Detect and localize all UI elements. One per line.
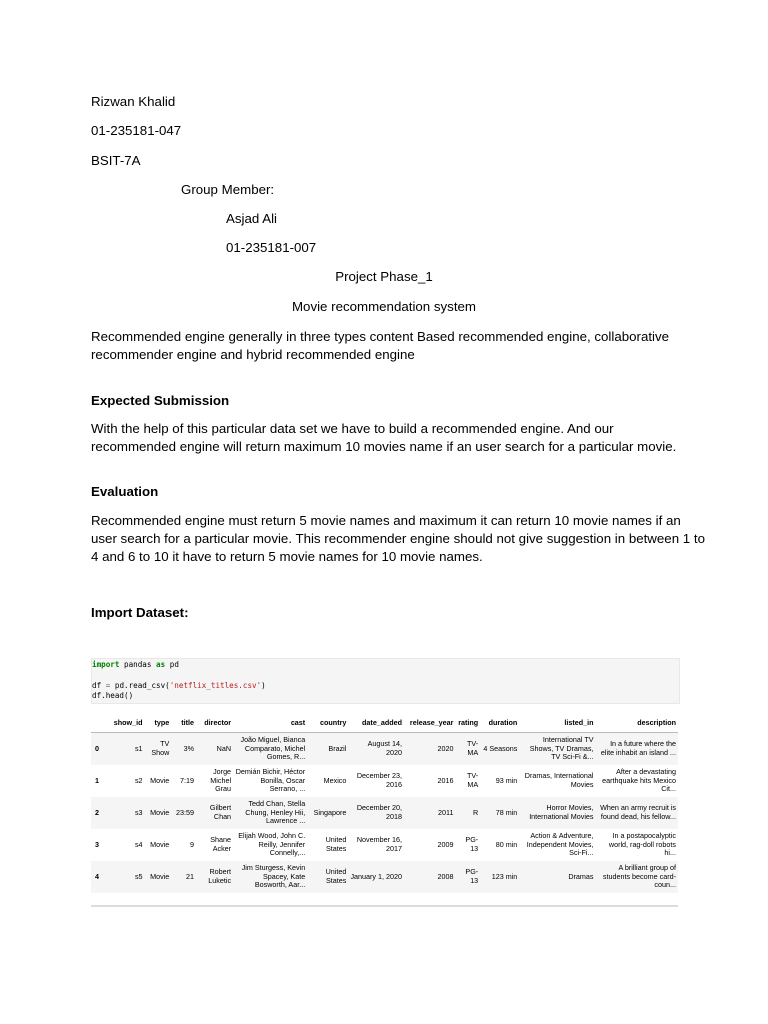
table-cell: 80 min [495, 839, 518, 849]
table-cell: 3% [171, 733, 196, 766]
table-cell: TV-MA [467, 771, 479, 789]
evaluation-line: 4 and 6 to 10 it have to return 5 movie names for 10 movie names. [91, 549, 483, 564]
table-cell: Demián Bichir, Héctor Bonilla, Oscar Serrano, ... [235, 767, 306, 794]
table-cell: After a devastating earthquake hits Mexico Cit... [602, 767, 676, 794]
table-row [91, 733, 678, 766]
phase-title: Project Phase_1 [335, 269, 433, 284]
table-cell: s3 [105, 797, 144, 829]
code-text: pd [165, 660, 179, 669]
table-cell: 2020 [404, 733, 455, 766]
evaluation-heading: Evaluation [91, 484, 159, 499]
table-cell: Gilbert Chan [196, 797, 233, 829]
import-heading: Import Dataset: [91, 605, 189, 620]
table-cell: December 23, 2016 [356, 771, 402, 789]
expected-heading: Expected Submission [91, 393, 230, 408]
table-cell: João Miguel, Bianca Comparato, Michel Gomes, R... [233, 733, 307, 766]
table-cell: 4 Seasons [480, 733, 519, 766]
code-line-read [92, 681, 266, 691]
table-cell: In a future where the elite inhabit an island ... [596, 733, 678, 766]
table-cell: Elijah Wood, John C. Reilly, Jennifer Connelly,... [238, 831, 306, 858]
table-cell: International TV Shows, TV Dramas, TV Sci-Fi &... [519, 733, 595, 766]
table-cell: Mexico [323, 775, 347, 785]
column-header: duration [480, 713, 519, 733]
expected-line: With the help of this particular data set we have to build a recommended engine. And our [91, 421, 614, 436]
author-class: BSIT-7A [91, 153, 141, 168]
column-header: type [145, 713, 172, 733]
table-cell: 2016 [437, 775, 454, 785]
code-text: df [92, 681, 106, 690]
table-cell: R [455, 797, 480, 829]
table-cell: A brilliant group of students become card-coun... [596, 861, 678, 893]
member-id: 01-235181-007 [226, 240, 317, 255]
table-cell: Singapore [307, 797, 348, 829]
column-header: country [307, 713, 348, 733]
table-cell: s4 [134, 839, 143, 849]
table-cell: PG-13 [455, 861, 480, 893]
table-cell: November 16, 2017 [356, 835, 402, 853]
table-cell: August 14, 2020 [348, 733, 404, 766]
table-cell: 0 [91, 733, 105, 766]
author-name: Rizwan Khalid [91, 94, 176, 109]
intro-line: recommender engine and hybrid recommended engine [91, 347, 415, 362]
evaluation-line: Recommended engine must return 5 movie names and maximum it can return 10 movie names if an [91, 513, 681, 528]
table-cell: 2009 [437, 839, 454, 849]
column-header: release_year [404, 713, 455, 733]
column-header: rating [455, 713, 480, 733]
table-bottom-border [91, 905, 678, 907]
code-string: 'netflix_titles.csv' [169, 681, 262, 690]
code-cell [91, 658, 680, 704]
table-cell: December 20, 2018 [348, 797, 404, 829]
table-row [91, 829, 678, 861]
table-cell: Shane Acker [210, 835, 232, 853]
table-cell: TV-MA [455, 733, 480, 766]
column-header: date_added [348, 713, 404, 733]
table-row [91, 861, 678, 893]
column-header: description [596, 713, 678, 733]
table-cell: 2 [91, 797, 105, 829]
table-cell: 4 [91, 861, 105, 893]
code-keyword: as [156, 660, 166, 669]
table-cell: s2 [134, 775, 143, 785]
table-cell: Jorge Michel Grau [210, 767, 232, 794]
code-text: ) [261, 681, 266, 690]
table-cell: United States [325, 835, 347, 853]
table-cell: Tedd Chan, Stella Chung, Henley Hii, Lawrence ... [233, 797, 307, 829]
table-cell: Movie [145, 861, 172, 893]
table-cell: United States [307, 861, 348, 893]
table-cell: NaN [196, 733, 233, 766]
column-header: listed_in [519, 713, 595, 733]
code-operator: = [105, 681, 111, 690]
table-cell: 7:19 [180, 775, 194, 785]
table-cell: Robert Luketic [196, 861, 233, 893]
table-cell: Movie [150, 775, 170, 785]
table-cell: 2011 [404, 797, 455, 829]
table-cell: 78 min [480, 797, 519, 829]
table-header-row [91, 713, 678, 733]
table-cell: 1 [95, 775, 99, 785]
table-cell: 93 min [495, 775, 518, 785]
intro-line: Recommended engine generally in three types content Based recommended engine, collaborative [91, 329, 670, 344]
evaluation-line: user search for a particular movie. This recommender engine should not give suggestion in between 1 to [91, 531, 705, 546]
code-text: pandas [119, 660, 157, 669]
table-cell: Jim Sturgess, Kevin Spacey, Kate Bosworth, Aar... [233, 861, 307, 893]
table-cell: When an army recruit is found dead, his fellow... [596, 797, 678, 829]
table-cell: Dramas, International Movies [524, 771, 594, 789]
group-label: Group Member: [181, 182, 275, 197]
column-header: cast [233, 713, 307, 733]
table-cell: s5 [105, 861, 144, 893]
column-header [91, 713, 105, 733]
evaluation-paragraph [91, 512, 705, 566]
author-id: 01-235181-047 [91, 123, 182, 138]
table-cell: Horror Movies, International Movies [519, 797, 595, 829]
table-cell: s1 [105, 733, 144, 766]
table-cell: In a postapocalyptic world, rag-doll robots hi... [608, 831, 676, 858]
table-cell: 3 [95, 839, 99, 849]
project-title: Movie recommendation system [291, 299, 476, 314]
expected-line: recommended engine will return maximum 10 movies name if an user search for a particular movie. [91, 439, 677, 454]
table-cell: 23:59 [171, 797, 196, 829]
code-line-head: df.head() [92, 691, 134, 700]
column-header: show_id [105, 713, 144, 733]
table-cell: 123 min [480, 861, 519, 893]
table-cell: TV Show [145, 733, 172, 766]
table-cell: Dramas [519, 861, 595, 893]
table-cell: 2008 [404, 861, 455, 893]
table-cell: January 1, 2020 [348, 861, 404, 893]
table-cell: Brazil [307, 733, 348, 766]
code-text: pd.read_csv( [110, 681, 170, 690]
expected-paragraph [91, 420, 691, 456]
table-cell: 21 [171, 861, 196, 893]
member-name: Asjad Ali [226, 211, 277, 226]
dataframe-table [91, 713, 678, 893]
table-row [91, 797, 678, 829]
code-keyword: import [92, 660, 120, 669]
intro-paragraph [91, 328, 691, 364]
code-line-import [92, 660, 179, 670]
column-header: director [196, 713, 233, 733]
table-cell: Movie [145, 797, 172, 829]
table-cell: PG-13 [465, 835, 479, 853]
dataframe-output [91, 713, 678, 893]
table-row [91, 765, 678, 797]
table-cell: Action & Adventure, Independent Movies, Sci-Fi... [526, 831, 594, 858]
table-cell: Movie [150, 839, 170, 849]
column-header: title [171, 713, 196, 733]
table-cell: 9 [190, 839, 194, 849]
